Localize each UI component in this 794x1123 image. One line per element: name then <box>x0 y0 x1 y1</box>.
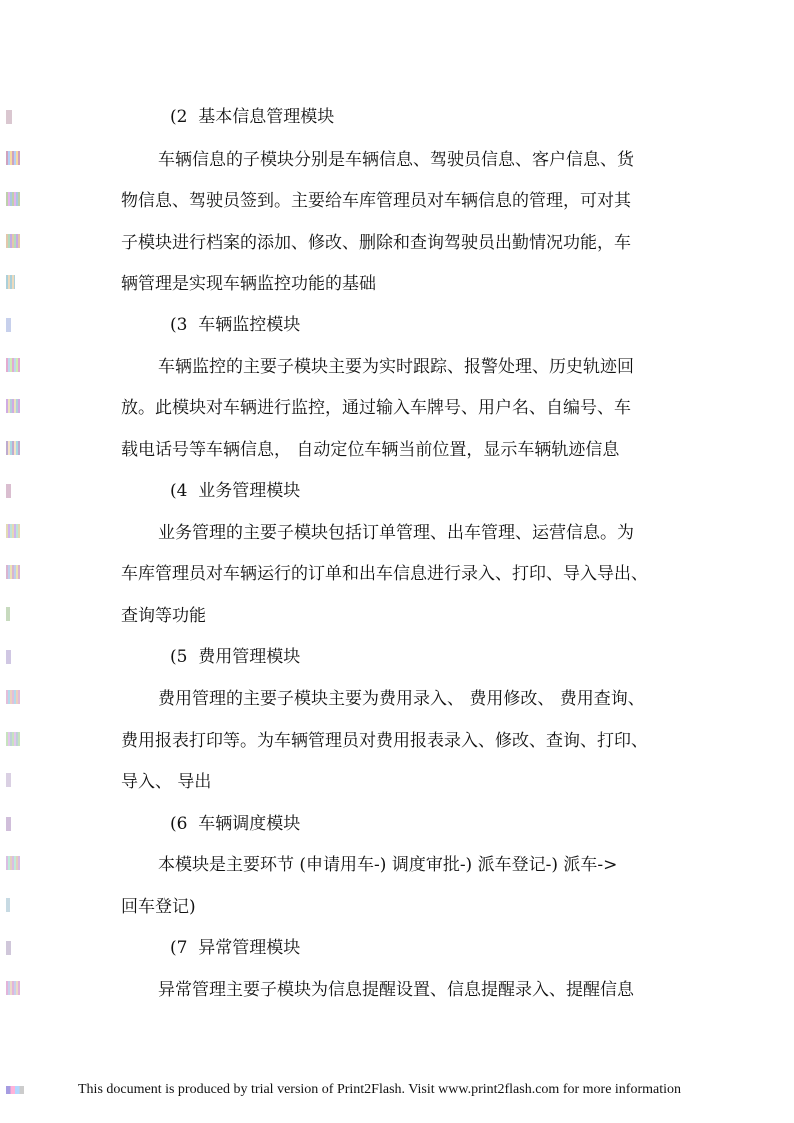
margin-artifact <box>6 399 20 413</box>
paragraph-line: 导入、 导出 <box>121 772 212 792</box>
margin-artifact <box>6 650 11 664</box>
margin-artifact <box>6 981 20 995</box>
margin-artifact <box>6 607 10 621</box>
heading-title: 业务管理模块 <box>198 481 301 501</box>
section-heading <box>170 315 300 335</box>
margin-artifact <box>6 484 11 498</box>
heading-title: 基本信息管理模块 <box>198 107 335 127</box>
paragraph-line: 回车登记) <box>121 897 196 917</box>
paragraph-line: 车辆信息的子模块分别是车辆信息、驾驶员信息、客户信息、货 <box>158 150 634 170</box>
paragraph-line: 异常管理主要子模块为信息提醒设置、信息提醒录入、提醒信息 <box>158 980 634 1000</box>
paragraph-line: 载电话号等车辆信息， 自动定位车辆当前位置，显示车辆轨迹信息 <box>121 440 620 460</box>
section-heading <box>170 107 334 127</box>
margin-artifact <box>6 441 20 455</box>
heading-title: 车辆监控模块 <box>198 315 301 335</box>
paragraph-line: 车辆监控的主要子模块主要为实时跟踪、报警处理、历史轨迹回 <box>158 357 634 377</box>
margin-artifact <box>6 524 20 538</box>
margin-artifact <box>6 318 11 332</box>
heading-number: (4 <box>170 481 188 501</box>
paragraph-line: 费用管理的主要子模块主要为费用录入、 费用修改、 费用查询、 <box>158 689 645 709</box>
margin-artifact <box>6 110 12 124</box>
paragraph-line: 放。此模块对车辆进行监控，通过输入车牌号、用户名、自编号、车 <box>121 398 631 418</box>
margin-artifact <box>6 151 20 165</box>
margin-artifact <box>6 192 20 206</box>
heading-number: (7 <box>170 938 188 958</box>
margin-artifact <box>6 941 11 955</box>
margin-artifact <box>6 898 10 912</box>
heading-number: (3 <box>170 315 188 335</box>
paragraph-line: 物信息、驾驶员签到。主要给车库管理员对车辆信息的管理，可对其 <box>121 191 631 211</box>
margin-artifact <box>6 732 20 746</box>
margin-artifact <box>6 358 20 372</box>
heading-title: 异常管理模块 <box>198 938 301 958</box>
paragraph-line: 车库管理员对车辆运行的订单和出车信息进行录入、打印、导入导出、 <box>121 564 648 584</box>
heading-number: (5 <box>170 647 188 667</box>
paragraph-line: 业务管理的主要子模块包括订单管理、出车管理、运营信息。为 <box>158 523 634 543</box>
section-heading <box>170 647 300 667</box>
trial-footer: This document is produced by trial version of Print2Flash. Visit www.print2flash.com for more information <box>78 1082 682 1097</box>
section-heading <box>170 938 300 958</box>
margin-artifact <box>6 565 20 579</box>
margin-artifact <box>6 856 20 870</box>
margin-artifact <box>6 275 15 289</box>
footer-logo-artifact <box>6 1086 24 1094</box>
heading-title: 车辆调度模块 <box>198 814 301 834</box>
margin-artifact <box>6 773 11 787</box>
paragraph-line: 本模块是主要环节 (申请用车-) 调度审批-) 派车登记-) 派车-> <box>158 855 618 875</box>
paragraph-line: 子模块进行档案的添加、修改、删除和查询驾驶员出勤情况功能，车 <box>121 233 631 253</box>
margin-artifact <box>6 234 20 248</box>
margin-artifact <box>6 817 11 831</box>
section-heading <box>170 814 300 834</box>
margin-artifact <box>6 690 20 704</box>
paragraph-line: 辆管理是实现车辆监控功能的基础 <box>121 274 376 294</box>
heading-title: 费用管理模块 <box>198 647 301 667</box>
section-heading <box>170 481 300 501</box>
heading-number: (6 <box>170 814 188 834</box>
paragraph-line: 费用报表打印等。为车辆管理员对费用报表录入、修改、查询、打印、 <box>121 731 648 751</box>
paragraph-line: 查询等功能 <box>121 606 206 626</box>
heading-number: (2 <box>170 107 188 127</box>
